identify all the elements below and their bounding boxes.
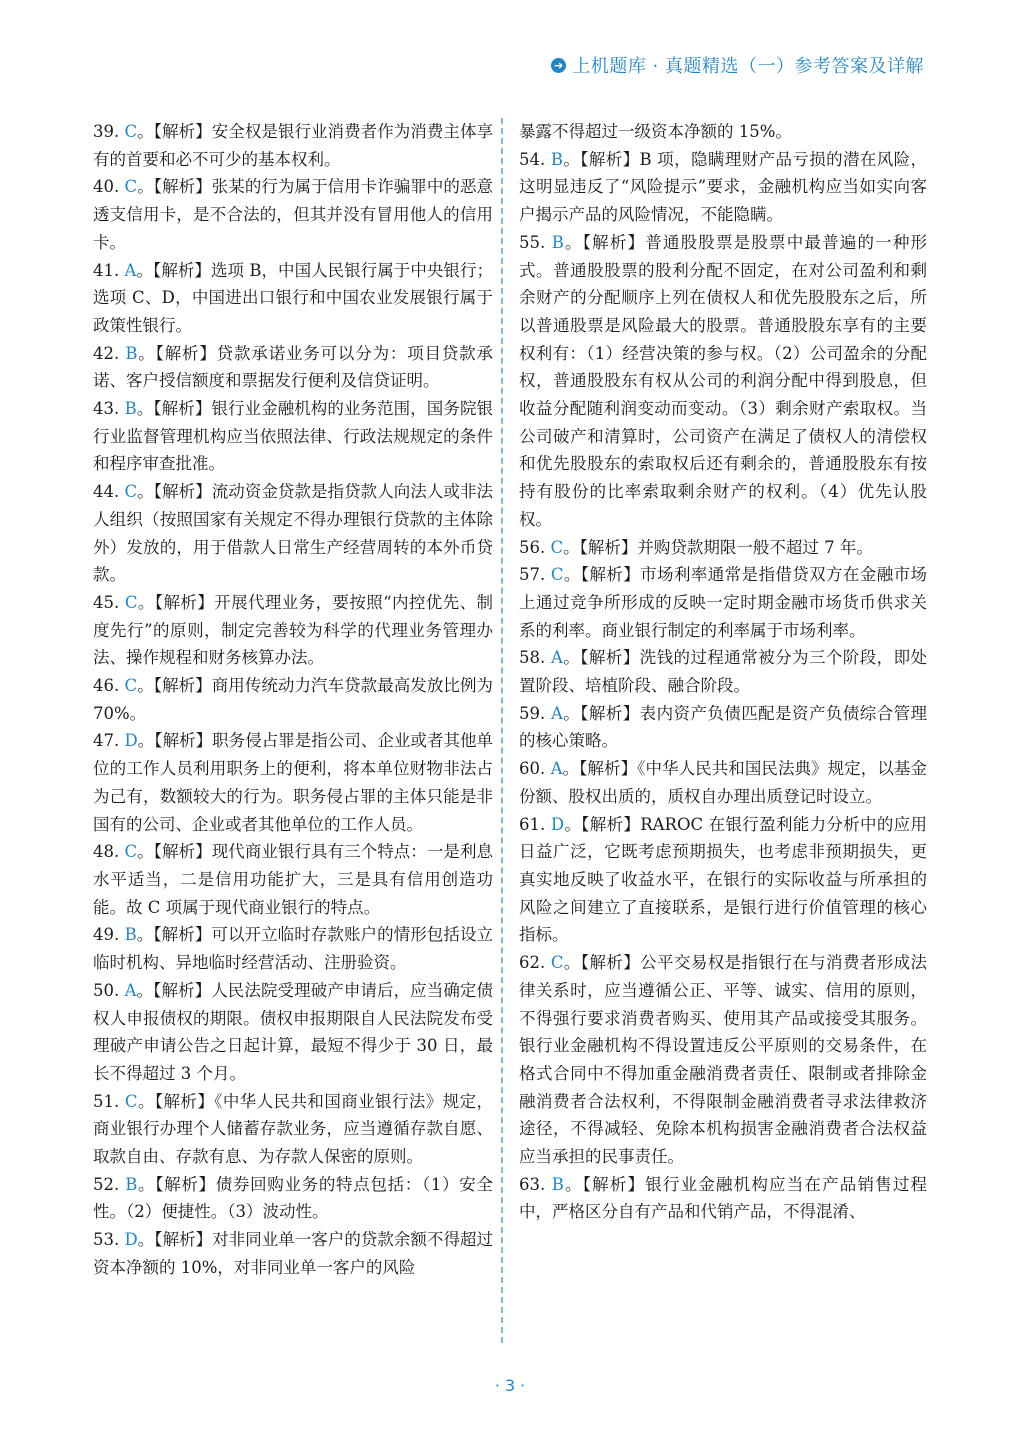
- answer-item: [93, 340, 493, 395]
- explanation-text: 。【解析】职务侵占罪是指公司、企业或者其他单位的工作人员利用职务上的便利，将本单位财物非法占为己有，数额较大的行为。职务侵占罪的主体只能是非国有的公司、企业或者其他单位的工作人员。: [93, 731, 494, 834]
- arrow-right-icon: ➜: [551, 58, 566, 73]
- answer-letter: A: [550, 703, 563, 723]
- explanation-text: 。【解析】选项 B，中国人民银行属于中央银行；选项 C、D，中国进出口银行和中国农业发展银行属于政策性银行。: [93, 260, 494, 335]
- question-number: 44.: [93, 482, 120, 502]
- answer-letter: C: [124, 122, 138, 141]
- explanation-text: 。【解析】开展代理业务，要按照“内控优先、制度先行”的原则，制定完善较为科学的代理业务管理办法、操作规程和财务核算办法。: [93, 592, 494, 668]
- answer-item: [519, 118, 927, 146]
- explanation-text: 。【解析】可以开立临时存款账户的情形包括设立临时机构、异地临时经营活动、注册验资。: [93, 925, 494, 973]
- column-divider: [501, 118, 503, 1343]
- answer-item: [93, 672, 493, 727]
- page-number: · 3 ·: [494, 1376, 526, 1395]
- answer-item: [519, 949, 927, 1171]
- answer-item: [93, 838, 493, 921]
- explanation-text: 。【解析】流动资金贷款是指贷款人向法人或非法人组织（按照国家有关规定不得办理银行贷款的主体除外）发放的，用于借款人日常生产经营周转的本外币贷款。: [93, 482, 493, 585]
- question-number: 49.: [93, 925, 120, 945]
- answer-item: [519, 146, 927, 229]
- answer-item: [93, 257, 493, 340]
- explanation-text: 。【解析】债券回购业务的特点包括：（1）安全性。（2）便捷性。（3）波动性。: [93, 1174, 493, 1222]
- question-number: 61.: [519, 814, 546, 834]
- answer-item: [93, 921, 493, 976]
- answer-letter: C: [124, 177, 138, 197]
- question-number: 48.: [93, 842, 120, 862]
- question-number: 56.: [519, 537, 546, 557]
- answer-item: [519, 755, 927, 810]
- explanation-text: 。【解析】银行业金融机构应当在产品销售过程中，严格区分自有产品和代销产品，不得混淆、: [519, 1174, 928, 1222]
- answer-letter: A: [550, 648, 563, 668]
- answer-letter: A: [124, 260, 137, 280]
- question-number: 47.: [93, 731, 120, 751]
- explanation-text: 。【解析】银行业金融机构的业务范围，国务院银行业监督管理机构应当依照法律、行政法规规定的条件和程序审查批准。: [93, 399, 494, 474]
- answer-letter: A: [550, 759, 563, 779]
- question-number: 46.: [93, 676, 120, 696]
- question-number: 50.: [93, 980, 120, 1000]
- explanation-text: 。【解析】现代商业银行具有三个特点：一是利息水平适当，二是信用功能扩大，三是具有信用创造功能。故 C 项属于现代商业银行的特点。: [93, 842, 493, 917]
- answer-item: [519, 229, 927, 534]
- explanation-text: 。【解析】B 项，隐瞒理财产品亏损的潜在风险，这明显违反了“风险提示”要求，金融机构应当如实向客户揭示产品的风险情况，不能隐瞒。: [519, 149, 927, 225]
- answer-item: [93, 1226, 493, 1281]
- explanation-text: 。【解析】《中华人民共和国商业银行法》规定，商业银行办理个人储蓄存款业务，应当遵循存款自愿、取款自由、存款有息、为存款人保密的原则。: [93, 1091, 493, 1167]
- question-number: 63.: [519, 1174, 546, 1194]
- answer-item: [93, 727, 493, 838]
- answer-letter: C: [550, 953, 564, 973]
- answer-item: [93, 173, 493, 256]
- answer-letter: B: [124, 925, 137, 945]
- explanation-text: 。【解析】市场利率通常是指借贷双方在金融市场上通过竞争所形成的反映一定时期金融市场货币供求关系的利率。商业银行制定的利率属于市场利率。: [519, 565, 928, 640]
- answer-item: [93, 478, 493, 589]
- answer-item: [519, 534, 927, 562]
- answer-item: [519, 1171, 927, 1226]
- left-column: [93, 118, 493, 1282]
- answer-item: [93, 977, 493, 1088]
- answer-letter: B: [124, 399, 137, 419]
- explanation-text: 。【解析】对非同业单一客户的贷款余额不得超过资本净额的 10%，对非同业单一客户的风险: [93, 1230, 494, 1277]
- answer-item: [93, 1171, 493, 1226]
- answer-item: [519, 700, 927, 755]
- page-header: [551, 52, 924, 78]
- explanation-text: 。【解析】商用传统动力汽车贷款最高发放比例为 70%。: [93, 676, 493, 723]
- explanation-text: 。【解析】洗钱的过程通常被分为三个阶段，即处置阶段、培植阶段、融合阶段。: [519, 648, 928, 696]
- question-number: 55.: [519, 232, 546, 252]
- answer-letter: C: [124, 842, 138, 862]
- answer-letter: B: [125, 343, 138, 363]
- question-number: 59.: [519, 703, 546, 723]
- explanation-text: 。【解析】表内资产负债匹配是资产负债综合管理的核心策略。: [519, 703, 928, 751]
- question-number: 57.: [519, 565, 546, 585]
- explanation-text: 。【解析】并购贷款期限一般不超过 7 年。: [563, 537, 873, 557]
- question-number: 53.: [93, 1230, 120, 1250]
- header-title: 上机题库 · 真题精选（一）参考答案及详解: [572, 56, 924, 77]
- question-number: 51.: [93, 1091, 120, 1111]
- question-number: 42.: [93, 343, 120, 363]
- question-number: 60.: [519, 759, 546, 779]
- answer-item: [93, 589, 493, 672]
- question-number: 39.: [93, 122, 120, 141]
- answer-item: [93, 395, 493, 478]
- explanation-text: 暴露不得超过一级资本净额的 15%。: [519, 122, 792, 141]
- answer-letter: A: [124, 980, 137, 1000]
- question-number: 45.: [93, 592, 120, 612]
- question-number: 52.: [93, 1174, 120, 1194]
- explanation-text: 。【解析】张某的行为属于信用卡诈骗罪中的恶意透支信用卡，是不合法的，但其并没有冒用他人的信用卡。: [93, 177, 493, 252]
- question-number: 54.: [519, 149, 546, 169]
- answer-item: [93, 118, 493, 173]
- question-number: 62.: [519, 953, 546, 973]
- explanation-text: 。【解析】人民法院受理破产申请后，应当确定债权人申报债权的期限。债权申报期限自人民法院发布受理破产申请公告之日起计算，最短不得少于 30 日，最长不得超过 3 个月。: [93, 980, 493, 1083]
- explanation-text: 。【解析】安全权是银行业消费者作为消费主体享有的首要和必不可少的基本权利。: [93, 122, 493, 169]
- answer-letter: C: [550, 565, 564, 585]
- answer-item: [519, 811, 927, 950]
- explanation-text: 。【解析】贷款承诺业务可以分为：项目贷款承诺、客户授信额度和票据发行便利及信贷证明。: [93, 343, 494, 391]
- explanation-text: 。【解析】普通股股票是股票中最普遍的一种形式。普通股股票的股利分配不固定，在对公司盈利和剩余财产的分配顺序上列在债权人和优先股股东之后，所以普通股票是风险最大的股票。普通股股东享有的主要权利有：（1）经营决策的参与权。（2）公司盈余的分配权，普通股股东有权从公司的利润分配中得到股息，但收益分配随利润变动而变动。（3）剩余财产索取权。当公司破产和清算时，公司资产在满足了债权人的清偿权和优先股股东的索取权后还有剩余的，普通股股东有按持有股份的比率索取剩余财产的权利。（4）优先认股权。: [519, 232, 928, 529]
- answer-letter: C: [550, 537, 564, 557]
- answer-letter: C: [124, 676, 138, 696]
- question-number: 40.: [93, 177, 120, 197]
- answer-item: [93, 1088, 493, 1171]
- answer-letter: D: [124, 1230, 138, 1250]
- answer-letter: D: [124, 731, 138, 751]
- answer-item: [519, 644, 927, 699]
- explanation-text: 。【解析】《中华人民共和国民法典》规定，以基金份额、股权出质的，质权自办理出质登记时设立。: [519, 759, 927, 806]
- question-number: 58.: [519, 648, 546, 668]
- question-number: 41.: [93, 260, 120, 280]
- answer-letter: B: [551, 232, 564, 252]
- answer-letter: B: [550, 149, 564, 169]
- question-number: 43.: [93, 399, 120, 419]
- answer-letter: C: [124, 482, 138, 502]
- explanation-text: 。【解析】公平交易权是指银行在与消费者形成法律关系时，应当遵循公正、平等、诚实、信用的原则，不得强行要求消费者购买、使用其产品或接受其服务。银行业金融机构不得设置违反公平原则的交易条件，在格式合同中不得加重金融消费者责任、限制或者排除金融消费者合法权利，不得限制金融消费者寻求法律救济途径，不得减轻、免除本机构损害金融消费者合法权益应当承担的民事责任。: [519, 953, 928, 1167]
- answer-letter: B: [551, 1174, 564, 1194]
- answer-letter: C: [124, 592, 138, 612]
- right-column: [519, 118, 927, 1226]
- answer-letter: D: [550, 814, 565, 834]
- answer-letter: B: [125, 1174, 138, 1194]
- explanation-text: 。【解析】RAROC 在银行盈利能力分析中的应用日益广泛，它既考虑预期损失，也考虑非预期损失，更真实地反映了收益水平，在银行的实际收益与所承担的风险之间建立了直接联系，是银行进行价值管理的核心指标。: [519, 814, 927, 945]
- answer-letter: C: [124, 1091, 138, 1111]
- answer-item: [519, 561, 927, 644]
